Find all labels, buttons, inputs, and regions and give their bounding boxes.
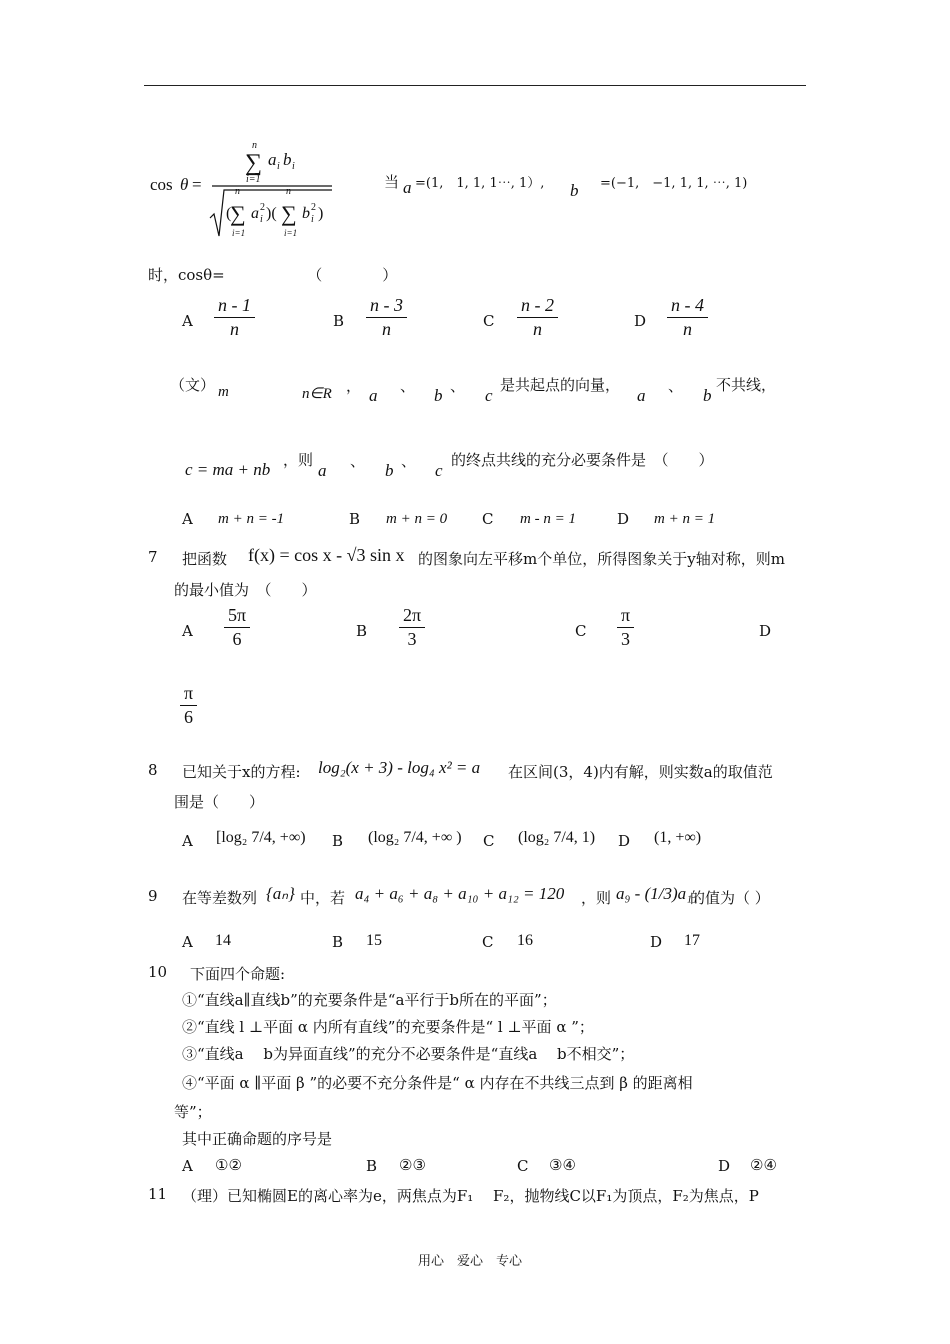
q6-option-b[interactable]: $\frac{n - 3}{n}$: [366, 296, 407, 340]
q7-option-b[interactable]: $\frac{2\pi}{3}$: [399, 606, 425, 650]
q6w-b: b: [434, 386, 443, 405]
svg-text:a: a: [251, 205, 259, 222]
q10-option-c[interactable]: ③④: [549, 1156, 576, 1174]
q7-line2: 的最小值为 （ ）: [174, 581, 317, 599]
q9-option-c-label: C: [482, 933, 494, 951]
q10-option-b[interactable]: ②③: [399, 1156, 426, 1174]
q6w-option-d[interactable]: m + n = 1: [654, 511, 716, 527]
q9-option-c[interactable]: 16: [517, 932, 533, 949]
q6w-text3: 的终点共线的充分必要条件是 （ ）: [451, 451, 714, 469]
svg-text:∑: ∑: [281, 201, 297, 226]
svg-text:(: (: [226, 205, 232, 222]
svg-text:i: i: [260, 214, 263, 225]
svg-text:2: 2: [260, 202, 265, 213]
q9-option-d[interactable]: 17: [684, 932, 700, 949]
q9-text-b: 中，若: [300, 889, 346, 907]
q7-option-c[interactable]: $\frac{\pi}{3}$: [617, 606, 634, 650]
svg-text:)(: )(: [266, 205, 277, 222]
q6w-sep5: 、: [401, 452, 417, 470]
q6w-a2: a: [637, 386, 646, 405]
svg-text:i: i: [311, 214, 314, 225]
q6w-then: ，则: [283, 451, 314, 469]
q7-option-c-label: C: [575, 622, 587, 640]
q10-item-3: ③“直线a b为异面直线”的充分不必要条件是“直线a b不相交”；: [182, 1045, 635, 1063]
q6w-option-c-label: C: [482, 510, 494, 528]
svg-text:b: b: [283, 150, 292, 169]
svg-text:=: =: [192, 175, 202, 194]
svg-text:i=1: i=1: [284, 228, 298, 238]
q10-option-a-label: A: [182, 1157, 193, 1175]
q6w-option-a-label: A: [182, 510, 193, 528]
svg-text:): ): [318, 205, 324, 222]
q10-option-d-label: D: [718, 1157, 731, 1175]
q6w-option-d-label: D: [617, 510, 630, 528]
q7-option-a-label: A: [182, 622, 193, 640]
q7-text-b: 的图象向左平移m个单位，所得图象关于y轴对称，则m: [418, 550, 785, 568]
q9-number: 9: [148, 887, 158, 905]
q6w-sep2: 、: [450, 377, 466, 395]
q6w-option-a[interactable]: m + n = -1: [218, 511, 285, 527]
q6w-m: m: [218, 384, 229, 400]
q8-option-d-label: D: [618, 832, 631, 850]
q9-formula2: a₉ - (1/3)a₁₁: [616, 884, 698, 903]
svg-text:i: i: [277, 161, 280, 172]
q11-number: 11: [148, 1185, 168, 1203]
q6w-sep4: 、: [350, 452, 366, 470]
q9-text-a: 在等差数列: [182, 889, 258, 907]
svg-text:∑: ∑: [245, 150, 263, 176]
q8-option-a-label: A: [182, 832, 193, 850]
q6w-n-in-r: n∈R: [302, 386, 332, 402]
svg-text:∑: ∑: [230, 201, 246, 226]
q6w-b2: b: [703, 386, 712, 405]
header-rule: [144, 85, 806, 86]
q6w-c3: c: [435, 461, 443, 480]
svg-text:2: 2: [311, 202, 316, 213]
vector-b: b: [570, 181, 579, 200]
q7-option-b-label: B: [356, 622, 368, 640]
q9-option-b[interactable]: 15: [366, 932, 382, 949]
q10-option-b-label: B: [366, 1157, 378, 1175]
q6-option-a-label: A: [182, 312, 193, 330]
svg-text:i=1: i=1: [246, 174, 261, 185]
q11-text: （理）已知椭圆E的离心率为e，两焦点为F₁ F₂，抛物线C以F₁为顶点，F₂为焦点，P: [182, 1187, 759, 1205]
q9-option-d-label: D: [650, 933, 663, 951]
q7-number: 7: [148, 548, 158, 566]
q6-option-a[interactable]: $\frac{n - 1}{n}$: [214, 296, 255, 340]
q6w-b3: b: [385, 461, 394, 480]
svg-text:n: n: [286, 186, 291, 197]
q8-option-a[interactable]: [log₂ 7/4, +∞): [216, 829, 306, 846]
q8-text-b: 在区间(3，4)内有解，则实数a的取值范: [508, 763, 773, 781]
b-value: =(−1, −1, 1, 1, ⋯, 1): [600, 176, 748, 191]
svg-text:n: n: [235, 186, 240, 197]
q10-item-4: ④“平面 α ∥平面 β ”的必要不充分条件是“ α 内存在不共线三点到 β 的距离相: [182, 1074, 693, 1092]
q8-line2: 围是（ ）: [174, 793, 265, 811]
q6w-option-b[interactable]: m + n = 0: [386, 511, 448, 527]
q6w-prefix: （文）: [170, 376, 216, 394]
q6-option-d-label: D: [634, 312, 647, 330]
q9-text-d: 的值为（ ）: [690, 889, 770, 907]
q8-option-c[interactable]: (log₂ 7/4, 1): [518, 829, 596, 846]
q10-option-a[interactable]: ①②: [215, 1156, 242, 1174]
q8-option-d[interactable]: (1, +∞): [654, 829, 702, 846]
q10-intro: 下面四个命题:: [190, 965, 286, 983]
q8-option-c-label: C: [483, 832, 495, 850]
q6w-text2: 不共线，: [716, 376, 777, 394]
svg-text:i: i: [292, 161, 295, 172]
q9-option-a-label: A: [182, 933, 193, 951]
q6w-option-c[interactable]: m - n = 1: [520, 511, 576, 527]
page-footer: 用心 爱心 专心: [418, 1254, 523, 1269]
svg-text:cos: cos: [150, 175, 173, 194]
svg-text:a: a: [268, 150, 277, 169]
q8-text-a: 已知关于x的方程:: [182, 763, 301, 781]
q6-option-b-label: B: [333, 312, 345, 330]
q7-formula: f(x) = cos x - √3 sin x: [248, 545, 405, 565]
q6w-c: c: [485, 386, 493, 405]
q10-item-1: ①“直线a∥直线b”的充要条件是“a平行于b所在的平面”；: [182, 991, 557, 1009]
q7-option-d[interactable]: $\frac{\pi}{6}$: [180, 684, 197, 728]
svg-text:θ: θ: [180, 175, 189, 194]
q8-number: 8: [148, 761, 158, 779]
q10-option-c-label: C: [517, 1157, 529, 1175]
q10-option-d[interactable]: ②④: [750, 1156, 777, 1174]
q6-line2: 时，cosθ= （ ）: [148, 266, 398, 284]
q6w-sep3: 、: [668, 377, 684, 395]
q8-option-b-label: B: [332, 832, 344, 850]
q9-formula: a₄ + a₆ + a₈ + a₁₀ + a₁₂ = 120: [355, 884, 565, 903]
q9-option-b-label: B: [332, 933, 344, 951]
q6-option-c[interactable]: $\frac{n - 2}{n}$: [517, 296, 558, 340]
q10-number: 10: [148, 963, 168, 981]
q6w-equation: c = ma + nb: [185, 460, 271, 479]
svg-text:i=1: i=1: [232, 228, 246, 238]
q10-item-2: ②“直线 l ⊥平面 α 内所有直线”的充要条件是“ l ⊥平面 α ”；: [182, 1018, 594, 1036]
q6-cond-prefix: 当: [384, 173, 400, 191]
q10-question: 其中正确命题的序号是: [182, 1130, 333, 1148]
cos-theta-formula-graphic: [148, 132, 348, 244]
q9-text-c: ，则: [581, 889, 612, 907]
q6w-sep1: 、: [400, 377, 416, 395]
q8-formula: log₂(x + 3) - log₄ x² = a: [318, 758, 481, 777]
q7-option-a[interactable]: $\frac{5\pi}{6}$: [224, 606, 250, 650]
svg-text:b: b: [302, 205, 310, 222]
q6-option-d[interactable]: $\frac{n - 4}{n}$: [667, 296, 708, 340]
q6w-text1: 是共起点的向量，: [500, 376, 621, 394]
q7-text-a: 把函数: [182, 550, 228, 568]
q6-option-c-label: C: [483, 312, 495, 330]
q6w-option-b-label: B: [349, 510, 361, 528]
vector-a: a: [403, 178, 412, 197]
a-value: =(1, 1, 1, 1⋯, 1）,: [415, 176, 545, 191]
svg-text:n: n: [252, 140, 257, 151]
q6w-a3: a: [318, 461, 327, 480]
q9-sequence: {aₙ}: [266, 884, 295, 903]
q6w-comma: ，: [346, 377, 362, 395]
q9-option-a[interactable]: 14: [215, 932, 231, 949]
q7-option-d-label: D: [759, 622, 772, 640]
q6w-a: a: [369, 386, 378, 405]
q10-item-4-cont: 等”；: [174, 1103, 212, 1121]
q8-option-b[interactable]: (log₂ 7/4, +∞ ): [368, 829, 462, 846]
